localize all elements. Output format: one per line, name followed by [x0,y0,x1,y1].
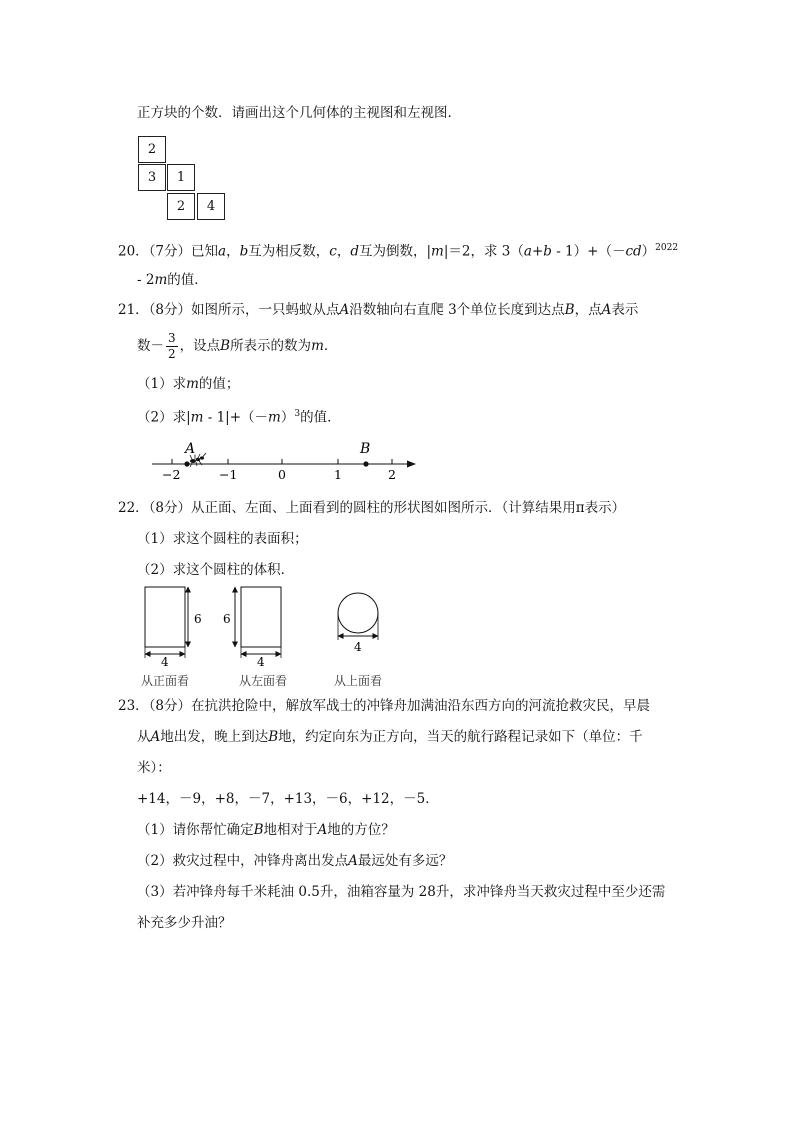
question-number: 20． [118,243,149,260]
question-number: 23． [118,698,149,714]
q23-sub2 [137,851,452,871]
text: 互为倒数，| [358,243,432,260]
text: （1）请你帮忙确定 [137,822,254,838]
var: m [154,272,168,288]
text: 所表示的数为 [230,338,312,354]
q23-sub3-line2: 补充多少升油？ [137,915,232,931]
axis-tick-label: 0 [278,467,286,482]
text: 互为相反数， [248,243,330,260]
var: b [543,243,552,260]
var: A [150,729,161,745]
text: ） [280,409,295,426]
var: m [190,409,204,426]
question-score: （7分） [148,243,192,260]
left-height-label: 6 [223,612,231,626]
text: ． [323,338,338,354]
text: ， [336,243,351,260]
var: d [350,243,359,260]
text: 的值． [300,409,341,426]
text: 的值； [198,376,240,392]
q20-line1 [118,238,678,262]
grid-cell: 4 [197,193,225,220]
top-view [334,593,382,688]
axis-tick-label: 2 [388,467,396,482]
axis-tick-label: 1 [334,467,342,482]
fraction [166,331,178,362]
q22-sub2: （2）求这个圆柱的体积． [137,562,295,578]
var: m [186,376,199,392]
q23-sub1 [137,820,395,840]
text: （2）救灾过程中，冲锋舟离出发点 [137,853,349,869]
text: 地出发，晚上到达 [160,729,269,745]
var: m [268,409,281,426]
front-view [141,587,202,688]
front-height-label: 6 [194,612,202,626]
text: 地，约定向东为正方向，当天的航行路程记录如下（单位：千 [278,729,643,745]
q21-line2 [137,327,337,365]
question-number: 21． [118,302,149,318]
text: 如图所示，一只蚂蚁从点 [191,302,340,318]
var: B [253,822,264,838]
question-score: （8分） [148,698,192,714]
front-caption: 从正面看 [141,674,190,688]
q22-line1 [118,498,625,518]
text: 沿数轴向右直爬 3个单位长度到达点 [349,302,565,318]
point-a-label: A [185,441,196,457]
grid-cell: 2 [138,136,166,163]
text: 最远处有多远？ [357,853,453,869]
q19-text: 正方块的个数．请画出这个几何体的主视图和左视图． [137,105,461,121]
q23-line2 [137,727,643,747]
q21-line1 [118,300,638,320]
text: - 1）+（－ [551,243,626,260]
number-line-figure [140,438,430,482]
text: 已知 [191,243,219,260]
q20-line2 [137,270,208,290]
fraction-numerator: 3 [168,331,176,345]
text: 表示 [611,302,639,318]
q23-line1 [118,696,650,716]
var: c [329,243,337,260]
text: |＝2，求 3（ [443,243,524,260]
point-b-label: B [360,441,371,457]
grid-cell: 3 [138,164,166,191]
axis-arrow-icon [407,461,416,468]
axis-tick-label: −1 [219,467,238,482]
text: ， [226,243,240,260]
var: m [431,243,444,260]
text: 数－ [137,338,164,354]
text: ，点 [574,302,602,318]
text: - 2 [137,272,155,288]
top-caption: 从上面看 [334,674,383,688]
var: cd [625,243,642,260]
fraction-denominator: 2 [168,347,176,361]
question-score: （8分） [148,500,192,516]
text: - 1|+（－ [203,409,269,426]
var: a [523,243,532,260]
text: 从 [137,729,151,745]
var: A [317,822,328,838]
text: 在抗洪抢险中，解放军战士的冲锋舟加满油沿东西方向的河流抢救灾民，早晨 [191,698,651,714]
grid-cell: 2 [167,193,195,220]
q21-sub1 [137,374,239,394]
var: A [601,302,612,318]
question-number: 22． [118,500,149,516]
text: + [531,243,544,260]
q23-records: +14，－9，+8，－7，+13，－6，+12，－5． [137,791,439,807]
left-view [223,587,287,688]
var: B [220,338,231,354]
left-width-label: 4 [257,655,265,669]
var: A [339,302,350,318]
left-caption: 从左面看 [239,674,288,688]
axis-tick-label: −2 [162,467,181,482]
var: a [218,243,227,260]
text: 地相对于 [263,822,318,838]
exponent: 3 [294,409,301,419]
text: （2）求| [137,409,191,426]
var: m [311,338,324,354]
text: 地的方位？ [327,822,395,838]
var: b [239,243,249,260]
q22-sub1: （1）求这个圆柱的表面积； [137,531,308,547]
q21-sub2 [137,404,341,428]
var: A [348,853,358,869]
cylinder-views-figure [138,584,398,690]
front-width-label: 4 [161,655,169,669]
q23-sub3-line1: （3）若冲锋舟每千米耗油 0.5升，油箱容量为 28升，求冲锋舟当天救灾过程中至少还需 [137,884,666,900]
point-b-dot [363,461,368,466]
question-score: （8分） [148,302,192,318]
grid-cell: 1 [167,164,195,191]
text: 从正面、左面、上面看到的圆柱的形状图如图所示．（计算结果用π表示） [191,500,626,516]
point-a-dot [184,461,189,466]
text: ） [641,243,656,260]
text: （1）求 [137,376,187,392]
q23-line3: 米）： [137,760,171,776]
var: B [268,729,279,745]
text: ，设点 [179,338,221,354]
top-width-label: 4 [354,640,362,654]
var: B [564,302,575,318]
exponent: 2022 [655,243,679,253]
text: 的值． [167,272,208,288]
